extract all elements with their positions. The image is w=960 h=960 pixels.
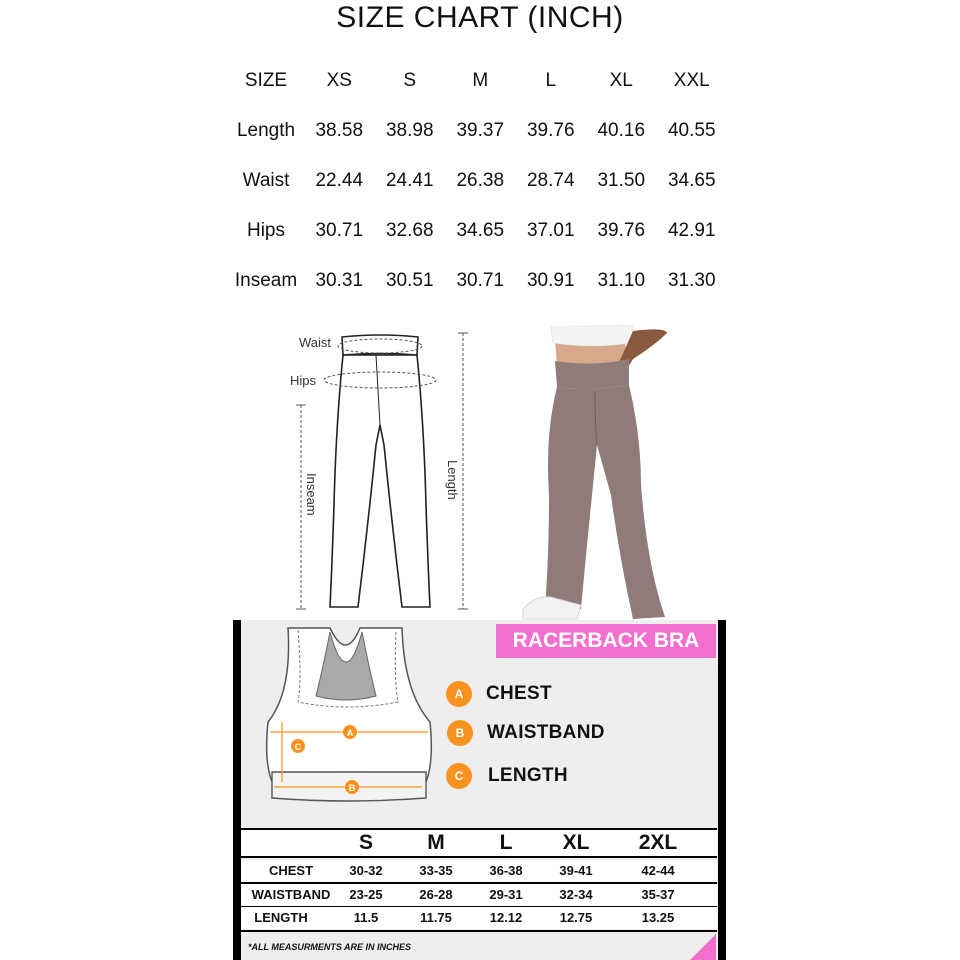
table-divider [241, 856, 717, 858]
table-cell: 13.25 [641, 910, 675, 925]
table-cell: 32.68 [385, 220, 434, 241]
marker-c: C [294, 742, 302, 752]
table-cell: 33-35 [419, 863, 453, 878]
marker-a: A [346, 728, 354, 738]
measurement-note: *ALL MEASURMENTS ARE IN INCHES [248, 942, 412, 952]
table-cell: 38.58 [315, 120, 364, 141]
table-cell: 26-28 [419, 887, 453, 902]
table-cell: 31.10 [597, 270, 646, 291]
legend-item-chest [446, 677, 552, 711]
legend-circle-b: B [447, 720, 473, 746]
row-label: WAISTBAND [251, 887, 331, 902]
table-cell: 40.16 [597, 120, 646, 141]
bra-title: RACERBACK BRA [496, 624, 716, 658]
table-cell: 30.31 [315, 270, 364, 291]
table-cell: 30.71 [456, 270, 505, 291]
row-label: LENGTH [254, 910, 308, 925]
table-cell: 30.71 [315, 220, 364, 241]
header-cell: XL [609, 70, 633, 91]
table-cell: 37.01 [526, 220, 575, 241]
table-cell: 34.65 [667, 170, 716, 191]
table-header-row [228, 56, 727, 106]
table-cell: 12.12 [489, 910, 523, 925]
header-cell: L [545, 70, 557, 91]
table-row [241, 860, 717, 882]
table-cell: 24.41 [385, 170, 434, 191]
table-cell: 40.55 [667, 120, 716, 141]
legend-label: CHEST [486, 683, 552, 704]
table-row [241, 884, 717, 906]
table-cell: 30.91 [526, 270, 575, 291]
header-cell: S [358, 831, 373, 854]
table-row [228, 156, 727, 206]
length-label: Length [445, 460, 460, 500]
inseam-label: Inseam [304, 473, 319, 516]
legend-item-waistband [447, 716, 605, 750]
table-divider [241, 930, 717, 932]
table-cell: 38.98 [385, 120, 434, 141]
table-cell: 12.75 [559, 910, 593, 925]
header-cell: M [472, 70, 489, 91]
pants-model-photo [515, 325, 675, 620]
table-cell: 36-38 [489, 863, 523, 878]
table-cell: 11.75 [420, 910, 452, 925]
bra-measurement-diagram [258, 622, 438, 804]
hips-label: Hips [290, 373, 317, 388]
row-label: CHEST [268, 863, 314, 878]
legend-circle-a: A [446, 681, 472, 707]
row-label: Waist [242, 170, 290, 191]
marker-b: B [348, 783, 356, 793]
table-cell: 39.37 [456, 120, 505, 141]
legend-item-length [446, 759, 568, 793]
header-cell: XL [562, 831, 590, 854]
table-row [228, 206, 727, 256]
table-cell: 23-25 [349, 887, 383, 902]
table-cell: 39-41 [559, 863, 593, 878]
header-cell: S [403, 70, 417, 91]
table-cell: 39.76 [597, 220, 646, 241]
table-cell: 42-44 [641, 863, 675, 878]
header-cell: SIZE [244, 70, 288, 91]
table-cell: 42.91 [667, 220, 716, 241]
table-cell: 11.5 [353, 910, 379, 925]
row-label: Inseam [234, 270, 298, 291]
legend-label: WAISTBAND [487, 722, 605, 743]
header-cell: L [499, 831, 513, 854]
size-chart-title: SIZE CHART (INCH) [336, 1, 624, 34]
legend-circle-c: C [446, 763, 472, 789]
table-cell: 29-31 [489, 887, 523, 902]
header-cell: XS [326, 70, 352, 91]
table-cell: 30-32 [349, 863, 383, 878]
table-cell: 39.76 [526, 120, 575, 141]
pink-corner-accent [686, 930, 716, 960]
table-cell: 31.30 [667, 270, 716, 291]
bra-table-header [241, 830, 717, 856]
table-row [228, 106, 727, 156]
waist-label: Waist [299, 335, 332, 350]
row-label: Hips [246, 220, 285, 241]
table-cell: 28.74 [526, 170, 575, 191]
header-cell: 2XL [638, 831, 678, 854]
pants-size-table [228, 56, 727, 306]
table-cell: 31.50 [597, 170, 646, 191]
table-cell: 30.51 [385, 270, 434, 291]
pants-measurement-diagram [280, 325, 480, 615]
table-cell: 34.65 [456, 220, 505, 241]
table-row [241, 907, 717, 929]
table-row [228, 256, 727, 306]
table-cell: 32-34 [559, 887, 593, 902]
header-cell: XXL [673, 70, 710, 91]
row-label: Length [236, 120, 296, 141]
table-cell: 22.44 [315, 170, 364, 191]
header-cell: M [427, 831, 445, 854]
table-cell: 26.38 [456, 170, 505, 191]
legend-label: LENGTH [488, 765, 568, 786]
table-cell: 35-37 [641, 887, 675, 902]
